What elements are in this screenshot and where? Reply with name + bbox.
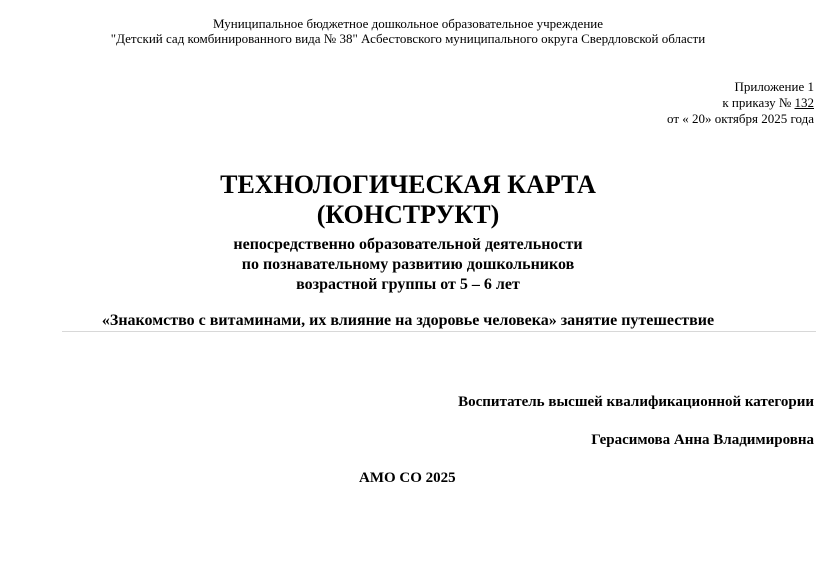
teacher-qualification: Воспитатель высшей квалификационной категории — [458, 394, 814, 410]
teacher-name: Герасимова Анна Владимировна — [591, 432, 814, 448]
topic-divider — [62, 331, 816, 332]
appendix-label: Приложение 1 — [734, 79, 814, 94]
subtitle-age-group: возрастной группы от 5 – 6 лет — [296, 276, 520, 293]
order-reference — [722, 95, 814, 111]
order-number: 132 — [794, 95, 814, 110]
order-prefix: к приказу № — [722, 95, 795, 110]
subtitle-line-2: по познавательному развитию дошкольников — [241, 256, 575, 273]
lesson-topic: «Знакомство с витаминами, их влияние на здоровье человека» занятие путешествие — [101, 312, 715, 329]
footer-place-year: АМО СО 2025 — [359, 470, 456, 486]
institution-name-line-2: "Детский сад комбинированного вида № 38" Асбестовского муниципального округа Свердловской области — [110, 31, 706, 46]
order-date: от « 20» октября 2025 года — [666, 111, 814, 126]
subtitle-line-1: непосредственно образовательной деятельности — [233, 236, 583, 253]
document-title: ТЕХНОЛОГИЧЕСКАЯ КАРТА — [220, 170, 596, 199]
institution-name-line-1: Муниципальное бюджетное дошкольное образовательное учреждение — [213, 16, 603, 31]
document-title-construct: (КОНСТРУКТ) — [316, 200, 500, 229]
